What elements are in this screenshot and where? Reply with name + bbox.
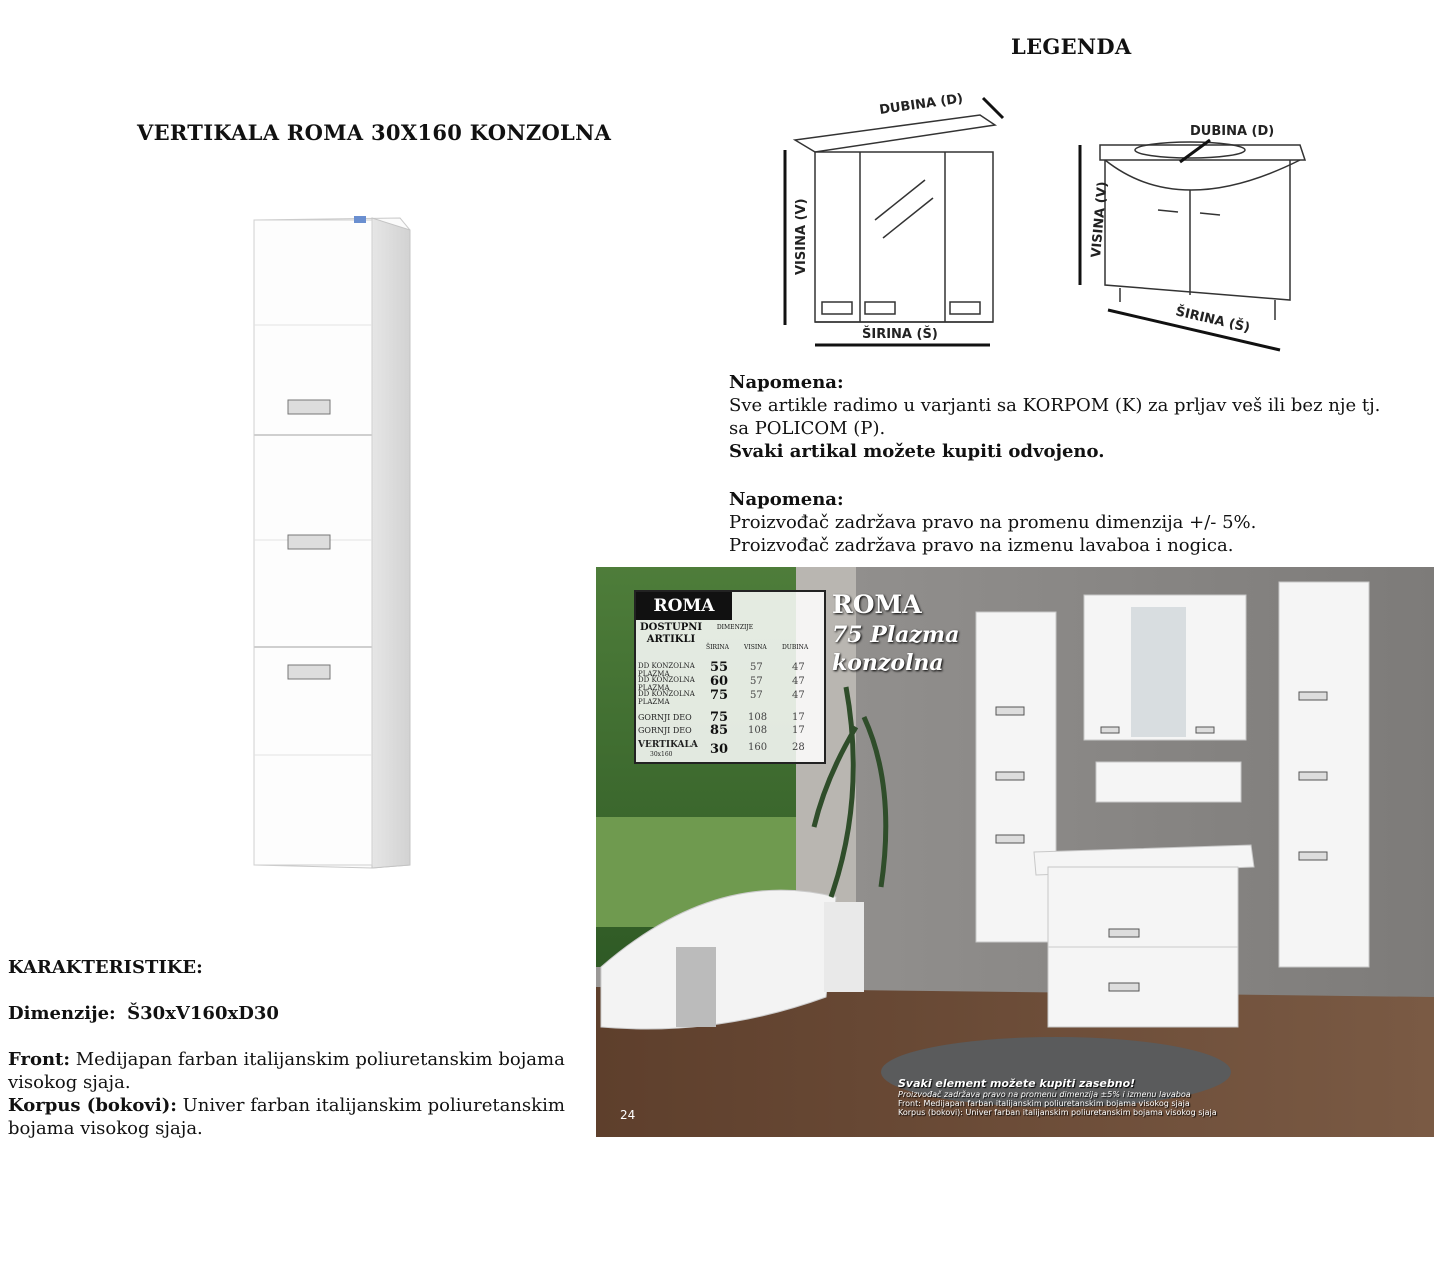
diagram1-width-label: ŠIRINA (Š) (862, 327, 938, 342)
row-3-depth: 47 (792, 690, 805, 701)
row-3-height: 57 (750, 690, 763, 701)
catalog-table (634, 590, 826, 764)
table-col-width: ŠIRINA (706, 644, 729, 651)
catalog-subtitle-2: konzolna (832, 650, 944, 676)
row-5-name: GORNJI DEO (638, 726, 692, 735)
row-2-name: DD KONZOLNA PLAZMA (638, 676, 695, 692)
row-1-height: 57 (750, 662, 763, 673)
row-2-width: 60 (710, 674, 729, 689)
catalog-series: ROMA (636, 592, 732, 620)
front-text-1: Medijapan farban italijanskim poliuretanskim bojama (70, 1049, 565, 1070)
body-label: Korpus (bokovi): (8, 1095, 177, 1116)
diagram2-depth-label: DUBINA (D) (1190, 124, 1275, 139)
row-1-name: DD KONZOLNA PLAZMA (638, 662, 695, 678)
note-1-heading: Napomena: (729, 372, 844, 393)
row-1-depth: 47 (792, 662, 805, 673)
row-3-width: 75 (710, 688, 729, 703)
note-2-heading: Napomena: (729, 489, 844, 510)
body-text-2: bojama visokog sjaja. (8, 1118, 203, 1139)
row-5-height: 108 (748, 725, 768, 736)
table-col-dims: DIMENZIJE (716, 624, 754, 631)
row-4-height: 108 (748, 712, 768, 723)
specs-section (8, 956, 598, 1140)
mirror-cabinet-diagram (765, 70, 1010, 360)
specs-heading: KARAKTERISTIKE: (8, 957, 203, 978)
catalog-title: ROMA (832, 590, 922, 619)
table-col-articles: DOSTUPNI ARTIKLI (639, 622, 703, 645)
diagram1-depth-label: DUBINA (D) (878, 91, 964, 118)
dimensions-label: Dimenzije: (8, 1003, 116, 1024)
note-1-bold-line: Svaki artikal možete kupiti odvojeno. (729, 441, 1105, 462)
row-2-height: 57 (750, 676, 763, 687)
note-2 (729, 488, 1429, 557)
dimensions-value: Š30xV160xD30 (127, 1003, 279, 1024)
row-6-name: VERTIKALA (638, 740, 698, 750)
catalog-caption-1: Proizvođač zadržava pravo na promenu dimenzija ±5% i izmenu lavaboa (898, 1090, 1191, 1099)
catalog-caption-2: Front: Medijapan farban italijanskim poliuretanskim bojama visokog sjaja (898, 1099, 1190, 1108)
note-2-line-2: Proizvođač zadržava pravo na izmenu lavaboa i nogica. (729, 535, 1234, 556)
diagram2-height-label: VISINA (V) (1089, 180, 1111, 259)
table-col-height: VISINA (744, 644, 767, 651)
catalog-page-number: 24 (620, 1108, 636, 1122)
note-2-line-1: Proizvođač zadržava pravo na promenu dimenzija +/- 5%. (729, 512, 1257, 533)
front-label: Front: (8, 1049, 70, 1070)
vanity-diagram (1060, 110, 1310, 355)
note-1-line-2: sa POLICOM (P). (729, 418, 886, 439)
catalog-subtitle-1: 75 Plazma (832, 622, 960, 648)
row-4-name: GORNJI DEO (638, 713, 692, 722)
table-col-depth: DUBINA (782, 644, 809, 651)
row-6-depth: 28 (792, 742, 805, 753)
row-6-height: 160 (748, 742, 768, 753)
row-4-depth: 17 (792, 712, 805, 723)
diagram1-height-label: VISINA (V) (794, 198, 809, 275)
row-5-depth: 17 (792, 725, 805, 736)
diagram2-width-label: ŠIRINA (Š) (1174, 304, 1252, 336)
note-1-line-1: Sve artikle radimo u varjanti sa KORPOM (K) za prljav veš ili bez nje tj. (729, 395, 1381, 416)
row-1-width: 55 (710, 660, 729, 675)
row-6-sub: 30x160 (650, 751, 673, 758)
body-text-1: Univer farban italijanskim poliuretanskim (176, 1095, 565, 1116)
row-2-depth: 47 (792, 676, 805, 687)
row-4-width: 75 (710, 710, 729, 725)
legend-title: LEGENDA (1011, 34, 1132, 59)
row-6-width: 30 (710, 742, 729, 757)
catalog-caption (898, 1077, 1228, 1117)
row-5-width: 85 (710, 723, 729, 738)
cabinet-image (240, 210, 430, 875)
catalog-caption-3: Korpus (bokovi): Univer farban italijanskim poliuretanskim bojama visokog sjaja (898, 1108, 1217, 1117)
note-1 (729, 371, 1429, 463)
row-3-name: DD KONZOLNA PLAZMA (638, 690, 695, 706)
catalog-caption-bold: Svaki element možete kupiti zasebno! (898, 1077, 1136, 1090)
product-title: VERTIKALA ROMA 30X160 KONZOLNA (137, 120, 612, 145)
front-text-2: visokog sjaja. (8, 1072, 131, 1093)
